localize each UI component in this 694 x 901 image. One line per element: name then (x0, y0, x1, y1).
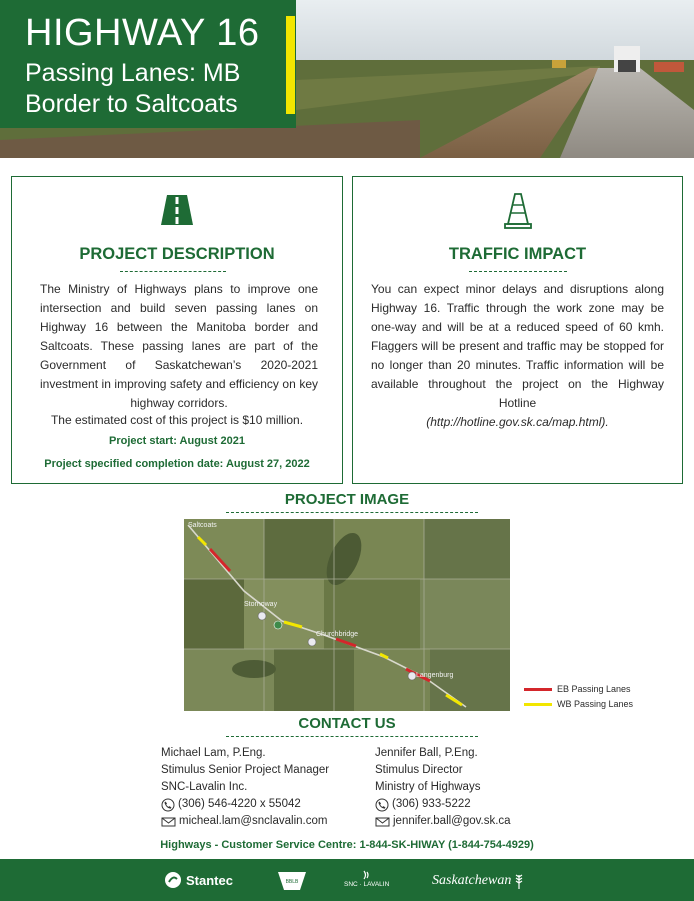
traffic-impact-body (371, 280, 664, 432)
contact-email[interactable]: micheal.lam@snclavalin.com (179, 815, 328, 827)
title-accent-bar (286, 16, 295, 114)
legend-wb (524, 699, 633, 709)
section-divider (226, 512, 478, 513)
traffic-cone-icon (502, 191, 534, 231)
contact-email-row (375, 813, 511, 830)
footer-logo-bar (0, 859, 694, 901)
phone-icon (161, 798, 175, 812)
saskatchewan-logo (432, 872, 525, 890)
contact-phone[interactable]: (306) 933-5222 (392, 798, 471, 810)
email-icon (161, 816, 176, 828)
snc-lavalin-text: SNC · LAVALIN (344, 881, 390, 888)
contact-phone-row (161, 796, 329, 813)
title-divider (469, 271, 567, 272)
map-label-saltcoats: Saltcoats (188, 522, 217, 529)
contact-role: Stimulus Senior Project Manager (161, 764, 330, 776)
contact-name: Michael Lam, P.Eng. (161, 747, 266, 759)
page-subtitle: Passing Lanes: MB Border to Saltcoats (25, 59, 241, 118)
stantec-logo-text: Stantec (186, 872, 233, 888)
traffic-impact-title: TRAFFIC IMPACT (448, 245, 587, 263)
legend-label-eb: EB Passing Lanes (557, 684, 631, 694)
map-label-stornoway: Stornoway (244, 601, 278, 608)
contact-email-row (161, 813, 329, 830)
project-completion: Project specified completion date: August 27, 2022 (44, 458, 310, 470)
saskatchewan-logo-text: Saskatchewan (432, 873, 512, 888)
title-divider (120, 271, 226, 272)
legend-eb (524, 684, 631, 694)
road-icon (159, 191, 195, 229)
snc-mark-icon (361, 869, 373, 881)
legend-swatch-wb (524, 703, 552, 706)
project-start: Project start: August 2021 (109, 435, 245, 447)
contact-name: Jennifer Ball, P.Eng. (375, 747, 478, 759)
contact-card-ball (375, 745, 511, 830)
map-label-langenburg: Langenburg (416, 672, 454, 679)
contact-org: SNC-Lavalin Inc. (161, 781, 248, 793)
contact-card-lam (161, 745, 329, 830)
stantec-mark-icon (164, 871, 182, 889)
satellite-map-image (184, 519, 510, 711)
project-description-panel (11, 176, 343, 484)
bblb-logo-text: BBLB (285, 879, 299, 885)
contact-phone[interactable]: (306) 546-4220 x 55042 (178, 798, 301, 810)
hotline-link[interactable]: (http://hotline.gov.sk.ca/map.html). (426, 415, 609, 429)
contact-title: CONTACT US (298, 715, 396, 732)
project-cost: The estimated cost of this project is $10 million. (50, 413, 304, 427)
project-map (184, 519, 510, 711)
traffic-impact-panel (352, 176, 683, 484)
snc-lavalin-logo (344, 869, 389, 888)
header-banner (0, 0, 694, 158)
section-divider (226, 736, 478, 737)
project-image-title: PROJECT IMAGE (284, 491, 410, 508)
legend-swatch-eb (524, 688, 552, 691)
email-icon (375, 816, 390, 828)
bblb-mark-icon (276, 870, 308, 892)
customer-service-line: Highways - Customer Service Centre: 1-844-SK-HIWAY (1-844-754-4929) (160, 839, 534, 851)
page-title: HIGHWAY 16 (25, 12, 260, 54)
traffic-impact-text: You can expect minor delays and disruptions along Highway 16. Traffic through the work zone may be one-way and will be at a reduced speed of 60 kmh. Flaggers will be present and traffic may be stopped for no longer than 20 minutes. Traffic information will be available throughout the project on the Highway Hotline (371, 282, 664, 410)
map-label-churchbridge: Churchbridge (316, 631, 359, 638)
contact-phone-row (375, 796, 511, 813)
contact-email[interactable]: jennifer.ball@gov.sk.ca (393, 815, 511, 827)
wheat-icon (513, 872, 525, 890)
phone-icon (375, 798, 389, 812)
contact-role: Stimulus Director (375, 764, 463, 776)
bblb-logo (276, 870, 308, 892)
project-description-title: PROJECT DESCRIPTION (79, 245, 275, 263)
project-description-body: The Ministry of Highways plans to improve one intersection and build seven passing lanes on Highway 16 between the Manitoba border and Saltcoats. These passing lanes are part of the Government of Saskatchewan’s 2020-2021 investment in improving safety and efficiency on key highway corridors. (40, 282, 318, 410)
legend-label-wb: WB Passing Lanes (557, 699, 634, 709)
contact-org: Ministry of Highways (375, 781, 481, 793)
stantec-logo (164, 871, 233, 889)
